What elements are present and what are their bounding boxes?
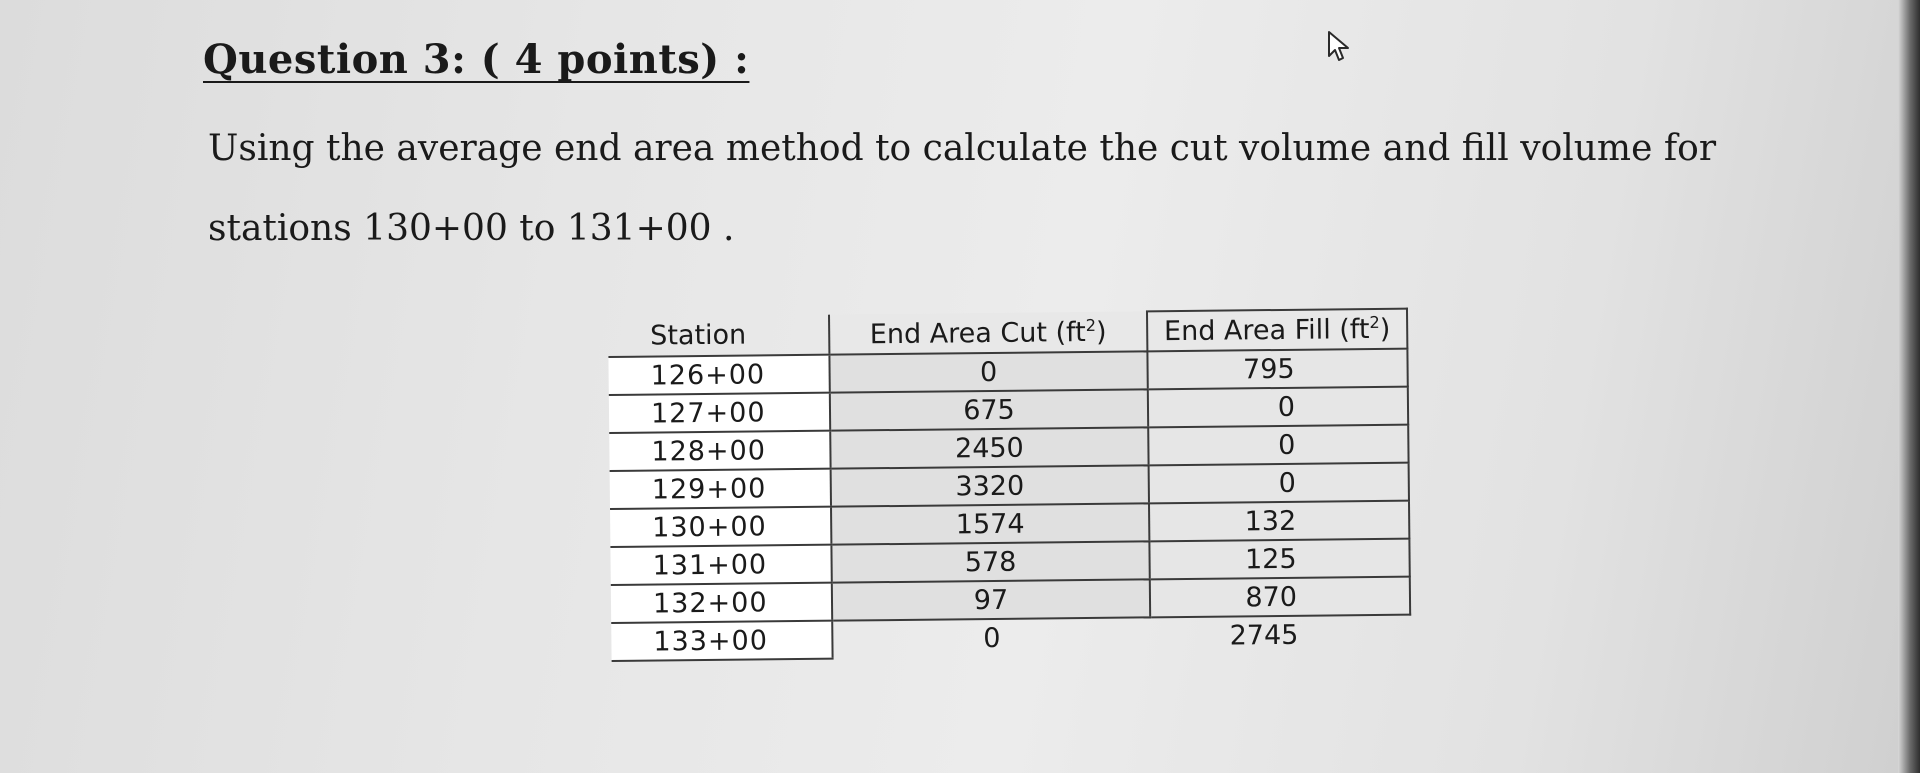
header-fill-suffix: ) — [1379, 313, 1391, 345]
station-cell: 132+00 — [611, 583, 832, 623]
cut-area-cell: 675 — [830, 389, 1148, 430]
station-cell: 129+00 — [610, 469, 831, 509]
cut-area-cell: 1574 — [831, 503, 1149, 544]
fill-area-cell: 0 — [1148, 387, 1408, 428]
cut-area-cell: 0 — [829, 351, 1147, 392]
header-cut-suffix: ) — [1095, 316, 1107, 348]
fill-area-cell: 125 — [1149, 539, 1409, 580]
station-cell: 130+00 — [610, 507, 831, 547]
header-station: Station — [608, 315, 829, 357]
header-fill-prefix: End Area Fill (ft — [1163, 314, 1370, 348]
fill-area-cell: 795 — [1147, 349, 1407, 390]
fill-area-cell: 870 — [1150, 577, 1410, 618]
table-row — [611, 615, 1410, 661]
header-fill-sup: 2 — [1369, 312, 1380, 333]
cut-area-cell: 578 — [831, 541, 1149, 582]
monitor-edge — [1898, 0, 1920, 773]
cut-area-cell: 3320 — [831, 465, 1149, 506]
cut-area-cell: 0 — [832, 617, 1150, 658]
station-cell: 128+00 — [609, 431, 830, 471]
fill-area-cell: 2745 — [1229, 619, 1299, 652]
station-cell: 131+00 — [610, 545, 831, 585]
fill-area-cell: 0 — [1149, 463, 1409, 504]
cut-area-cell: 2450 — [830, 427, 1148, 468]
end-area-table — [608, 308, 1412, 662]
header-cut-prefix: End Area Cut (ft — [869, 316, 1086, 350]
station-cell: 127+00 — [609, 393, 830, 433]
question-text-line-2: stations 130+00 to 131+00 . — [208, 208, 735, 249]
mouse-pointer-icon — [1326, 30, 1360, 64]
cut-area-cell: 97 — [832, 579, 1150, 620]
fill-area-cell: 132 — [1149, 501, 1409, 542]
header-end-area-fill — [1147, 309, 1407, 352]
station-cell: 126+00 — [608, 355, 829, 395]
question-heading: Question 3: ( 4 points) : — [203, 36, 750, 83]
fill-area-cell: 0 — [1148, 425, 1408, 466]
header-end-area-cut — [829, 311, 1147, 354]
header-cut-sup: 2 — [1085, 315, 1097, 335]
question-text-line-1: Using the average end area method to calculate the cut volume and fill volume for — [208, 128, 1717, 169]
station-cell: 133+00 — [611, 621, 832, 661]
